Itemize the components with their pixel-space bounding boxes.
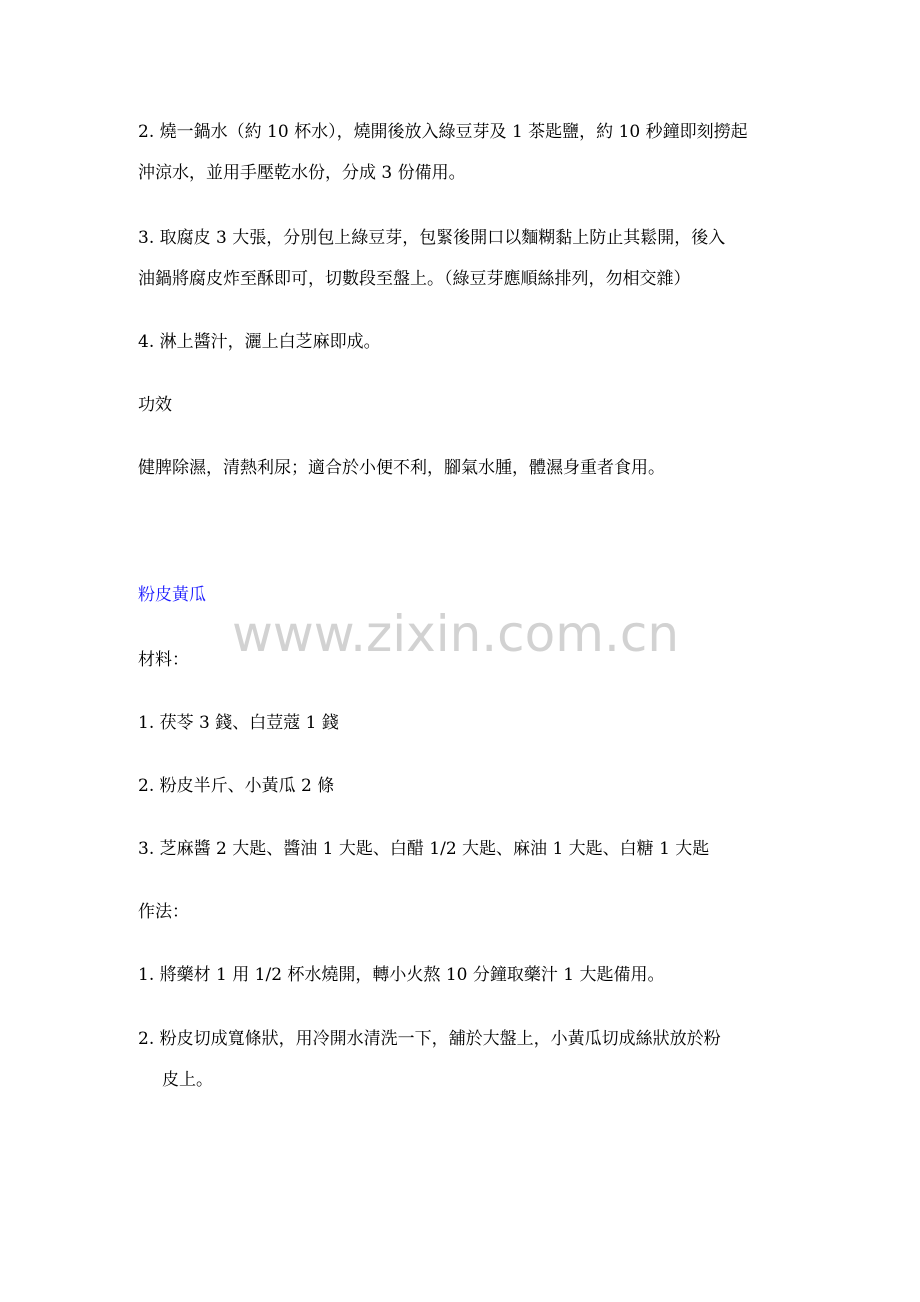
step-4: 4. 淋上醬汁，灑上白芝麻即成。 <box>138 332 381 352</box>
step-3-line-1: 3. 取腐皮 3 大張，分別包上綠豆芽，包緊後開口以麵糊黏上防止其鬆開，後入 <box>138 228 726 248</box>
watermark: www.zixin.com.cn <box>232 605 680 663</box>
method-step-2-line-2: 皮上。 <box>162 1070 213 1090</box>
material-item-1: 1. 茯苓 3 錢、白荳蔻 1 錢 <box>138 713 339 733</box>
step-3-line-2: 油鍋將腐皮炸至酥即可，切數段至盤上。（綠豆芽應順絲排列，勿相交雜） <box>138 269 691 289</box>
material-item-3: 3. 芝麻醬 2 大匙、醬油 1 大匙、白醋 1/2 大匙、麻油 1 大匙、白糖 1 大匙 <box>138 839 710 859</box>
step-2-line-2: 沖涼水，並用手壓乾水份，分成 3 份備用。 <box>138 163 466 183</box>
method-heading: 作法： <box>138 902 189 922</box>
method-step-1: 1. 將藥材 1 用 1/2 杯水燒開，轉小火熬 10 分鐘取藥汁 1 大匙備用。 <box>138 965 665 985</box>
recipe-title: 粉皮黃瓜 <box>138 585 206 605</box>
effect-text: 健脾除濕，清熱利尿；適合於小便不利，腳氣水腫，體濕身重者食用。 <box>138 458 665 478</box>
effect-heading: 功效 <box>138 395 172 415</box>
material-item-2: 2. 粉皮半斤、小黃瓜 2 條 <box>138 776 335 796</box>
materials-heading: 材料： <box>138 650 189 670</box>
step-2-line-1: 2. 燒一鍋水（約 10 杯水），燒開後放入綠豆芽及 1 茶匙鹽，約 10 秒鐘即刻撈起 <box>138 122 748 142</box>
method-step-2-line-1: 2. 粉皮切成寬條狀，用冷開水清洗一下，舖於大盤上，小黃瓜切成絲狀放於粉 <box>138 1029 721 1049</box>
